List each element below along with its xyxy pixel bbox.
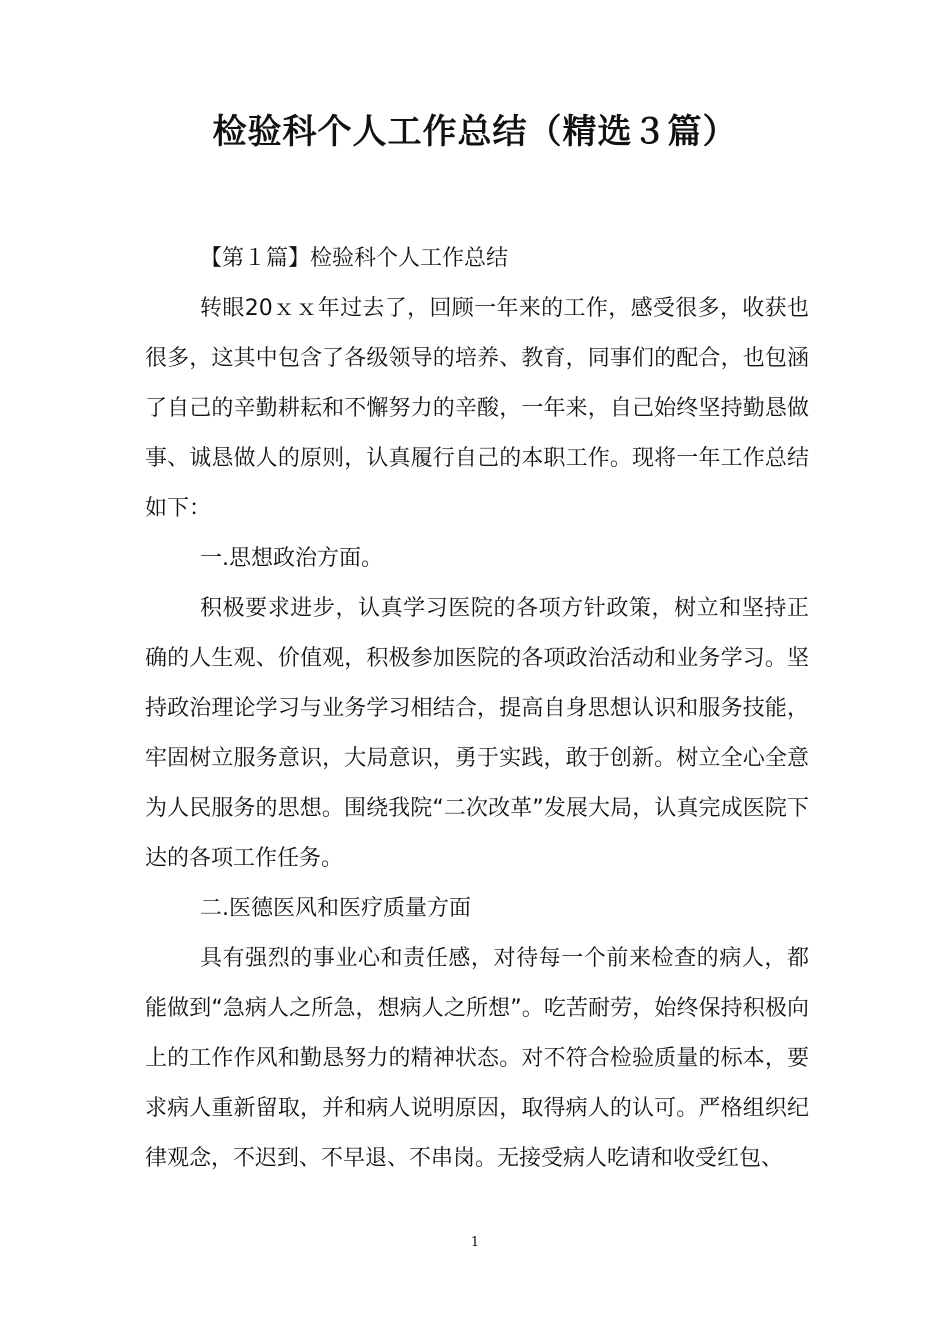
section-heading-ideology: 一.思想政治方面。 xyxy=(200,546,383,571)
page-number: 1 xyxy=(470,1235,480,1250)
document-body xyxy=(145,234,809,1184)
ethics-paragraph: 具有强烈的事业心和责任感，对待每一个前来检查的病人，都能做到“急病人之所急，想病人之所想”。吃苦耐劳，始终保持积极向上的工作作风和勤恳努力的精神状态。对不符合检验质量的标本，要求病人重新留取，并和病人说明原因，取得病人的认可。严格组织纪律观念，不迟到、不早退、不串岗。无接受病人吃请和收受红包、 xyxy=(145,946,809,1171)
section-heading-part-1: 【第１篇】检验科个人工作总结 xyxy=(200,246,509,271)
intro-paragraph: 转眼20ｘｘ年过去了，回顾一年来的工作，感受很多，收获也很多，这其中包含了各级领导的培养、教育，同事们的配合，也包涵了自己的辛勤耕耘和不懈努力的辛酸，一年来，自己始终坚持勤恳做事、诚恳做人的原则，认真履行自己的本职工作。现将一年工作总结如下： xyxy=(145,296,809,521)
section-heading-ethics: 二.医德医风和医疗质量方面 xyxy=(200,896,471,921)
ideology-paragraph: 积极要求进步，认真学习医院的各项方针政策，树立和坚持正确的人生观、价值观，积极参加医院的各项政治活动和业务学习。坚持政治理论学习与业务学习相结合，提高自身思想认识和服务技能，牢固树立服务意识，大局意识，勇于实践，敢于创新。树立全心全意为人民服务的思想。围绕我院“二次改革”发展大局，认真完成医院下达的各项工作任务。 xyxy=(145,596,809,871)
document-title: 检验科个人工作总结（精选３篇） xyxy=(212,112,738,152)
